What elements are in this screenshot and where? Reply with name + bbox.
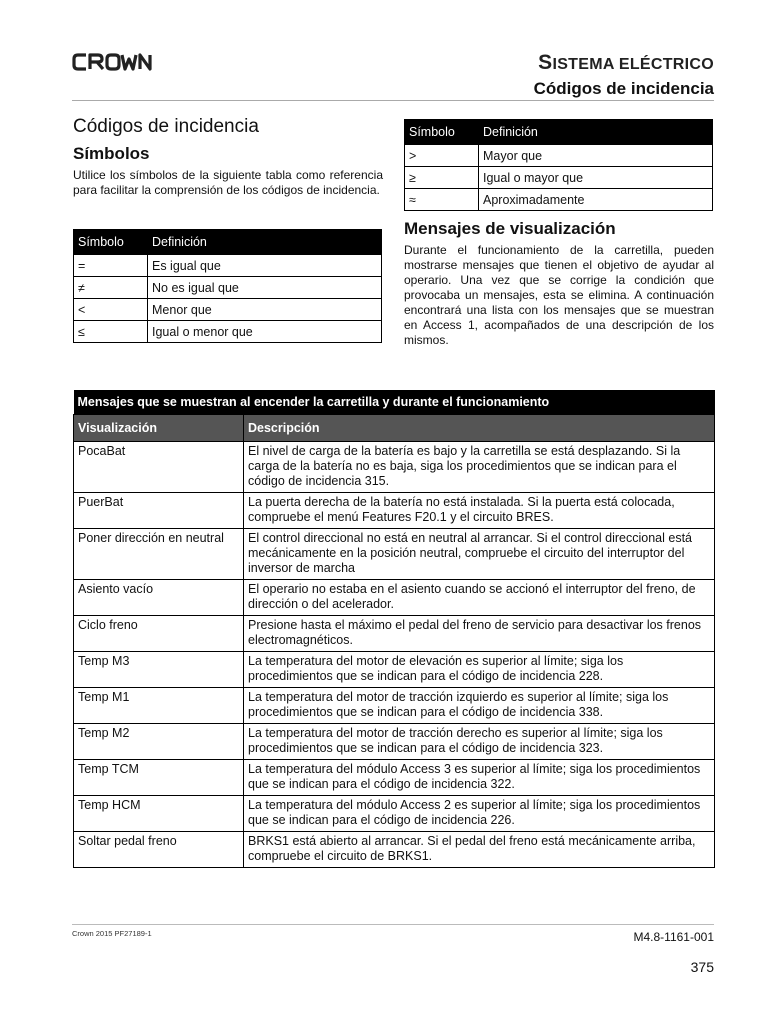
description-cell: Presione hasta el máximo el pedal del freno de servicio para desactivar los frenos electromagnéticos. [244,616,715,652]
section-subtitle: Códigos de incidencia [533,79,714,98]
footer-divider [72,924,714,925]
table-row [74,299,382,321]
definition-cell: Menor que [148,299,382,321]
description-cell: El nivel de carga de la batería es bajo y la carretilla se está desplazando. Si la carga de la batería no es baja, siga los procedimientos que se indican para el código de incidencia 315. [244,442,715,493]
page-title: Códigos de incidencia [73,116,259,137]
table-header: Símbolo [405,120,479,145]
table-row [74,832,715,868]
symbols-heading: Símbolos [73,144,150,163]
table-row [74,442,715,493]
symbols-intro: Utilice los símbolos de la siguiente tabla como referencia para facilitar la comprensión de los códigos de incidencia. [73,168,383,197]
table-row [74,616,715,652]
display-cell: Temp TCM [74,760,244,796]
display-cell: Temp M2 [74,724,244,760]
messages-table [73,390,715,868]
display-cell: Temp M1 [74,688,244,724]
symbol-cell: ≠ [74,277,148,299]
page-number: 375 [690,959,714,975]
symbol-cell: < [74,299,148,321]
definition-cell: Aproximadamente [479,189,713,211]
right-column [404,119,714,348]
display-cell: Temp M3 [74,652,244,688]
crown-logo [72,50,154,74]
table-row [74,760,715,796]
description-cell: BRKS1 está abierto al arrancar. Si el pedal del freno está mecánicamente arriba, compruebe el circuito de BRKS1. [244,832,715,868]
table-header: Símbolo [74,230,148,255]
display-cell: PocaBat [74,442,244,493]
definition-cell: Igual o mayor que [479,167,713,189]
table-row [74,724,715,760]
table-header: Definición [148,230,382,255]
table-row [74,529,715,580]
definition-cell: Es igual que [148,255,382,277]
table-header: Visualización [74,415,244,442]
section-title: SISTEMA ELÉCTRICO [538,51,714,74]
symbol-cell: ≤ [74,321,148,343]
description-cell: La temperatura del motor de tracción izquierdo es superior al límite; siga los procedimientos que se indican para el código de incidencia 338. [244,688,715,724]
header-titles [534,50,714,100]
left-column [73,116,383,343]
display-cell: Soltar pedal freno [74,832,244,868]
display-cell: Temp HCM [74,796,244,832]
description-cell: La puerta derecha de la batería no está instalada. Si la puerta está colocada, compruebe el menú Features F20.1 y el circuito BRES. [244,493,715,529]
display-cell: PuerBat [74,493,244,529]
footer-document-code: M4.8-1161-001 [633,930,714,944]
display-cell: Poner dirección en neutral [74,529,244,580]
description-cell: La temperatura del motor de elevación es superior al límite; siga los procedimientos que se indican para el código de incidencia 228. [244,652,715,688]
messages-table-caption: Mensajes que se muestran al encender la carretilla y durante el funcionamiento [74,390,715,415]
table-header: Definición [479,120,713,145]
table-row [405,145,713,167]
table-row [74,277,382,299]
symbols-table-right [404,119,713,211]
description-cell: La temperatura del motor de tracción derecho es superior al límite; siga los procedimientos que se indican para el código de incidencia 323. [244,724,715,760]
display-cell: Asiento vacío [74,580,244,616]
description-cell: La temperatura del módulo Access 2 es superior al límite; siga los procedimientos que se indican para el código de incidencia 226. [244,796,715,832]
table-row [405,167,713,189]
table-row [74,321,382,343]
description-cell: El control direccional no está en neutral al arrancar. Si el control direccional está mecánicamente en la posición neutral, compruebe el circuito del interruptor del inversor de marcha [244,529,715,580]
header-divider [72,100,714,101]
description-cell: El operario no estaba en el asiento cuando se accionó el interruptor del freno, de dirección o del acelerador. [244,580,715,616]
definition-cell: Mayor que [479,145,713,167]
table-row [74,580,715,616]
symbol-cell: ≈ [405,189,479,211]
table-row [74,688,715,724]
definition-cell: Igual o menor que [148,321,382,343]
table-row [74,255,382,277]
table-row [74,652,715,688]
display-cell: Ciclo freno [74,616,244,652]
symbols-table-left [73,229,382,343]
table-row [74,796,715,832]
symbol-cell: ≥ [405,167,479,189]
footer-copyright: Crown 2015 PF27189-1 [72,929,152,938]
table-header: Descripción [244,415,715,442]
table-row [405,189,713,211]
symbol-cell: = [74,255,148,277]
definition-cell: No es igual que [148,277,382,299]
table-row [74,493,715,529]
symbol-cell: > [405,145,479,167]
description-cell: La temperatura del módulo Access 3 es superior al límite; siga los procedimientos que se indican para el código de incidencia 322. [244,760,715,796]
messages-intro: Durante el funcionamiento de la carretilla, pueden mostrarse mensajes que tienen el objetivo de ayudar al operario. Una vez que se corrige la condición que provocaba un mensajes, esta se elimina. A continuación encontrará una lista con los mensajes que se muestran en Access 1, acompañados de una descripción de los mismos. [404,243,714,347]
messages-heading: Mensajes de visualización [404,219,616,238]
